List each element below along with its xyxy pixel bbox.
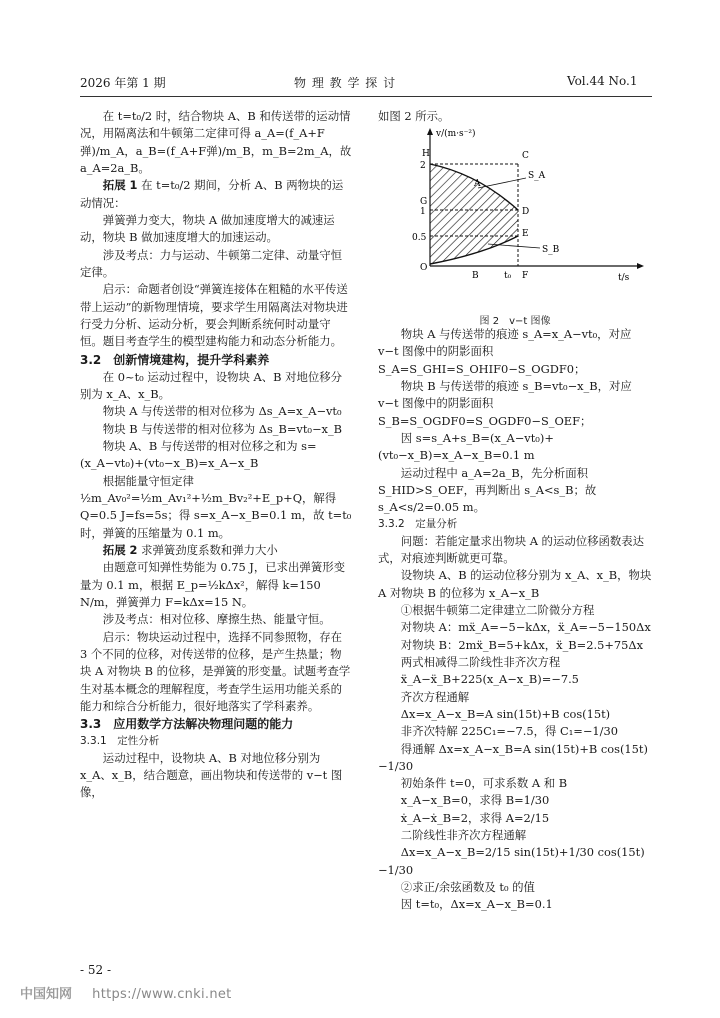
paragraph: 弹簧弹力变大，物块 A 做加速度增大的减速运动，物块 B 做加速度增大的加速运动。 — [80, 212, 335, 245]
tick-label-x: F — [522, 271, 529, 281]
figure-caption: 图 2 v−t 图像 — [479, 316, 551, 327]
paragraph: 两式相减得二阶线性非齐次方程 — [400, 654, 561, 669]
section-heading: 3.2 创新情境建构，提升学科素养 — [80, 352, 270, 367]
right-column — [378, 326, 652, 914]
paragraph: ①根据牛顿第二定律建立二阶微分方程 — [400, 602, 595, 617]
y-axis-arrow — [427, 128, 433, 135]
paragraph: 物块 A 与传送带的相对位移为 Δs_A=x_A−vt₀ — [102, 404, 342, 419]
point-label: O — [420, 263, 428, 273]
paragraph: 齐次方程通解 — [400, 689, 470, 704]
point-label: C — [522, 151, 529, 161]
paragraph: 物块 A 与传送带的痕迹 s_A=x_A−vt₀，对应 v−t 图像中的阴影面积 S_A=S_GHI=S_OHIF0−S_OGDF0； — [378, 327, 632, 376]
cnki-logo: 中国知网 — [20, 987, 73, 1002]
journal-issue: 2026 年第 1 期 — [80, 76, 166, 90]
vt-graph — [408, 126, 652, 310]
extension-label: 拓展 1 — [102, 178, 138, 193]
header-rule — [80, 96, 652, 97]
paragraph: 启示：命题者创设“弹簧连接体在粗糙的水平传送带上运动”的新物理情境，要求学生用隔离法对物块进行受力分析、运动分析，要会判断系统何时动量守恒。题目考查学生的模型建构能力和动态分析能力。 — [80, 282, 348, 349]
equation: ẋ_A−ẋ_B=2，求得 A=2/15 — [400, 810, 550, 825]
point-label: S_A — [528, 171, 546, 181]
equation: Δx=x_A−x_B=2/15 sin(15t)+1/30 cos(15t)−1/30 — [378, 845, 645, 877]
equation: 对物块 B：2mẍ_B=5+kΔx，ẍ_B=2.5+75Δx — [400, 637, 644, 652]
paragraph: 设物块 A、B 的运动位移分别为 x_A、x_B，物块 A 对物块 B 的位移为 x_A−x_B — [378, 568, 652, 600]
paragraph-text: 在 t=t₀/2 期间，分析 A、B 两物块的运动情况： — [80, 178, 344, 210]
paragraph — [80, 542, 352, 559]
tick-label-x: B — [472, 271, 479, 281]
equation: 对物块 A：mẍ_A=−5−kΔx，ẍ_A=−5−150Δx — [400, 620, 651, 635]
paragraph: 物块 B 与传送带的痕迹 s_B=vt₀−x_B，对应 v−t 图像中的阴影面积 S_B=S_OGDF0=S_OGDF0−S_OEF； — [378, 378, 632, 428]
footer-watermark — [20, 983, 232, 1002]
paragraph: 如图 2 所示。 — [378, 109, 450, 123]
paragraph-text: 求弹簧劲度系数和弹力大小 — [141, 543, 278, 558]
area-sb — [430, 210, 518, 264]
paragraph: 二阶线性非齐次方程通解 — [400, 828, 527, 843]
paragraph: 物块 B 与传送带的相对位移为 Δs_B=vt₀−x_B — [102, 421, 343, 436]
section-heading: 3.3 应用数学方法解决物理问题的能力 — [80, 717, 294, 732]
paragraph: 在 0~t₀ 运动过程中，设物块 A、B 对地位移分别为 x_A、x_B。 — [80, 369, 343, 402]
equation: Δx=x_A−x_B=A sin(15t)+B cos(15t) — [400, 706, 611, 721]
equation: ẍ_A−ẍ_B+225(x_A−x_B)=−7.5 — [400, 672, 579, 687]
paragraph: 根据能量守恒定律 ½m_Av₀²=½m_Av₁²+½m_Bv₂²+E_p+Q，解得 Q=0.5 J=fs=5s；得 s=x_A−x_B=0.1 m，故 t=t₀ 时，弹簧的压缩量为 0.1 m。 — [80, 473, 352, 540]
tick-label-x: t₀ — [504, 271, 512, 281]
pointer-sa — [478, 178, 526, 188]
y-axis-label: v/(m·s⁻²) — [436, 129, 476, 139]
paragraph: 运动过程中，设物块 A、B 对地位移分别为 x_A、x_B，结合题意，画出物块和传送带的 v−t 图像， — [80, 750, 343, 800]
paragraph: 由题意可知弹性势能为 0.75 J，已求出弹簧形变量为 0.1 m，根据 E_p=½kΔx²，解得 k=150 N/m，弹簧弹力 F=kΔx=15 N。 — [80, 560, 345, 610]
subsection-heading: 3.3.1 定性分析 — [80, 734, 160, 747]
point-label: S_B — [542, 245, 560, 255]
tick-label-y: 1 — [420, 207, 426, 217]
paragraph: 在 t=t₀/2 时，结合物块 A、B 和传送带的运动情况，用隔离法和牛顿第二定律可得 a_A=(f_A+F弹)/m_A，a_B=(f_A+F弹)/m_B，m_B=2m_A，故 a_A=2a_B。 — [80, 109, 352, 175]
point-label: D — [522, 207, 530, 217]
point-label: H — [422, 149, 430, 159]
paragraph: ②求正/余弦函数及 t₀ 的值 — [400, 880, 535, 895]
x-axis-arrow — [637, 263, 644, 269]
paragraph — [80, 177, 352, 212]
tick-label-y: 2 — [420, 161, 426, 171]
paragraph: 初始条件 t=0，可求系数 A 和 B — [400, 776, 568, 791]
extension-label: 拓展 2 — [102, 543, 138, 558]
paragraph: 启示：物块运动过程中，选择不同参照物，存在 3 个不同的位移，对传送带的位移，是产生热量；物块 A 对物块 B 的位移，是弹簧的形变量。试题考查学生对基本概念的理解程度，考查学生运用功能关系的能力和综合分析能力，很好地落实了学科素养。 — [80, 629, 351, 714]
paragraph: 因 s=s_A+s_B=(x_A−vt₀)+(vt₀−x_B)=x_A−x_B=0.1 m — [378, 430, 554, 463]
page-number: - 52 - — [80, 963, 112, 977]
tick-label-y: 0.5 — [412, 233, 427, 243]
point-label: A — [474, 179, 481, 189]
paragraph: 非齐次特解 225C₁=−7.5，得 C₁=−1/30 — [400, 724, 618, 739]
journal-volume: Vol.44 No.1 — [567, 74, 638, 88]
paragraph: 涉及考点：力与运动、牛顿第二定律、动量守恒定律。 — [80, 247, 343, 279]
point-label: G — [420, 197, 428, 207]
equation: x_A−x_B=0，求得 B=1/30 — [400, 793, 550, 808]
right-column-top — [378, 108, 652, 125]
paragraph: 物块 A、B 与传送带的相对位移之和为 s=(x_A−vt₀)+(vt₀−x_B)=x_A−x_B — [80, 439, 317, 471]
point-label: E — [522, 229, 529, 239]
subsection-heading: 3.3.2 定量分析 — [378, 517, 458, 530]
cnki-url[interactable]: https://www.cnki.net — [92, 987, 232, 1002]
left-column — [80, 108, 352, 802]
paragraph: 涉及考点：相对位移、摩擦生热、能量守恒。 — [102, 612, 331, 627]
x-axis-label: t/s — [618, 273, 630, 283]
paragraph: 运动过程中 a_A=2a_B，先分析面积 S_HID>S_OEF，再判断出 s_A<s_B；故 s_A<s/2=0.05 m。 — [378, 465, 597, 515]
paragraph: 问题：若能定量求出物块 A 的运动位移函数表达式，对痕迹判断就更可靠。 — [378, 533, 645, 565]
equation: 得通解 Δx=x_A−x_B=A sin(15t)+B cos(15t)−1/30 — [378, 741, 648, 773]
journal-title: 物 理 教 学 探 讨 — [294, 76, 397, 90]
paragraph: 因 t=t₀，Δx=x_A−x_B=0.1 — [400, 897, 553, 912]
